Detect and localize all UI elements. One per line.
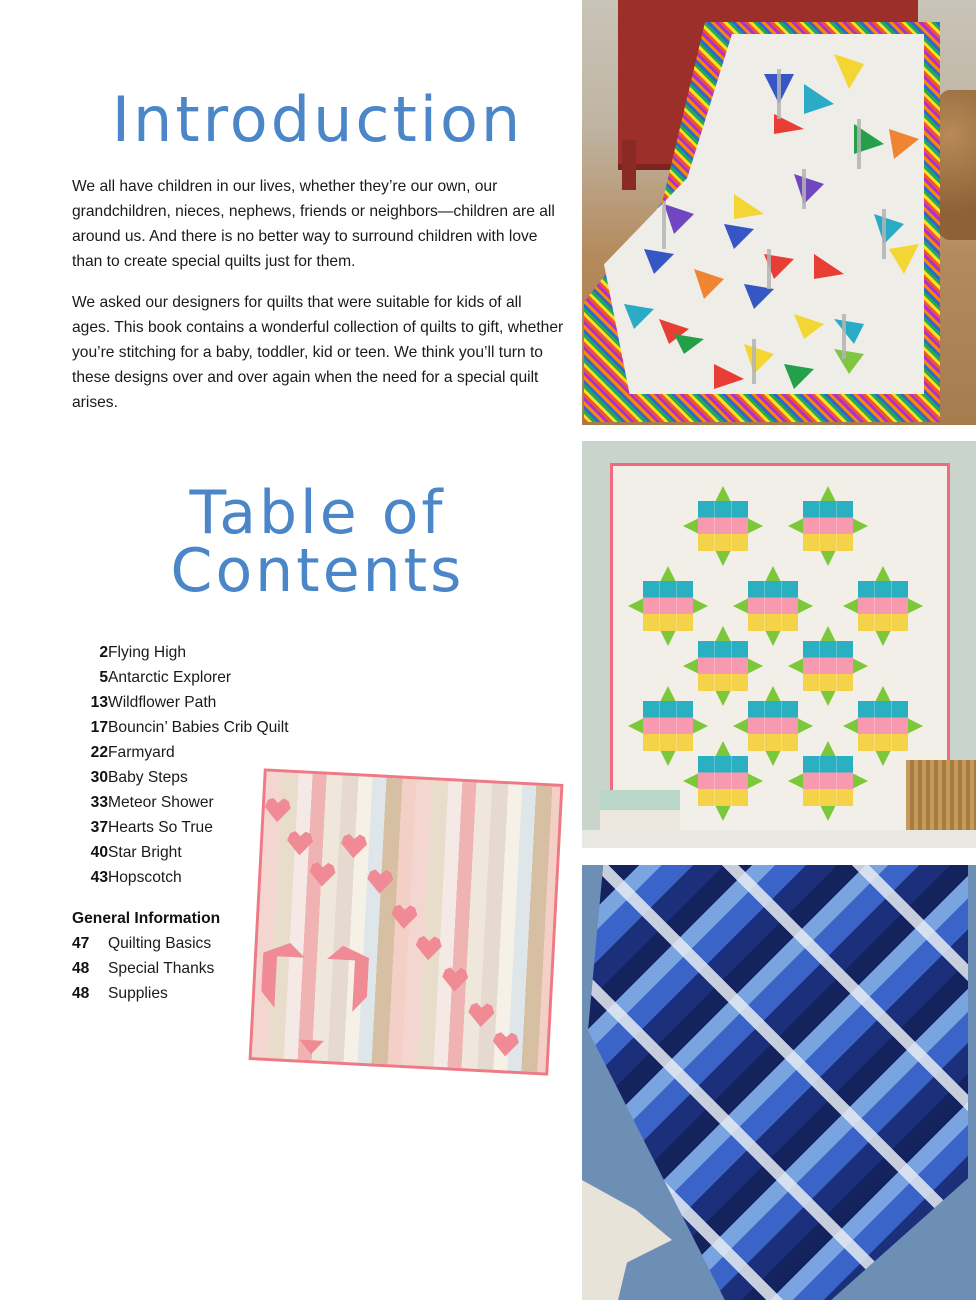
toc-page-number: 30 <box>90 769 108 786</box>
toc-entry-title: Supplies <box>108 985 168 1002</box>
ninepatch-block <box>643 701 693 751</box>
toc-entry-title: Meteor Shower <box>108 794 214 811</box>
toc-page-number: 2 <box>99 644 108 661</box>
ninepatch-block <box>698 756 748 806</box>
toc-title-line-2: Contents <box>170 536 465 606</box>
toc-entry-title: Wildflower Path <box>108 694 217 711</box>
heart-applique <box>264 797 291 822</box>
heart-applique <box>391 904 418 929</box>
ninepatch-block <box>858 701 908 751</box>
heart-applique <box>340 834 367 859</box>
heart-applique <box>366 869 393 894</box>
heart-applique <box>468 1002 495 1027</box>
intro-paragraph-2: We asked our designers for quilts that were suitable for kids of all ages. This book contains a wonderful collection of quilts to gift, whether you’re stitching for a baby, toddler, kid or teen. We think you’ll turn to these designs over and over again when the need for a special quilt arises. <box>72 294 564 411</box>
large-heart-outline <box>258 942 370 1057</box>
toc-page-number: 48 <box>72 985 90 1002</box>
ninepatch-block <box>803 756 853 806</box>
toc-page-number: 5 <box>99 669 108 686</box>
chest-leg <box>622 140 636 190</box>
toc-page-number: 13 <box>90 694 108 711</box>
toc-entry-title: Special Thanks <box>108 960 215 977</box>
toc-entry-title: Flying High <box>108 644 186 661</box>
toc-entry-title: Quilting Basics <box>108 935 212 952</box>
heart-applique <box>492 1032 519 1057</box>
wicker-basket <box>906 760 976 830</box>
ninepatch-block <box>643 581 693 631</box>
toc-section-heading: General Information <box>72 910 221 927</box>
toc-page-number: 43 <box>90 869 108 886</box>
toc-entry[interactable] <box>72 715 332 740</box>
toc-entry-title: Antarctic Explorer <box>108 669 232 686</box>
toc-entry-title: Bouncin’ Babies Crib Quilt <box>108 719 289 736</box>
heart-applique <box>415 936 442 961</box>
ninepatch-block <box>803 641 853 691</box>
white-star-decor <box>582 1150 672 1300</box>
ninepatch-block <box>858 581 908 631</box>
ninepatch-block <box>803 501 853 551</box>
toc-page-number: 17 <box>90 719 108 736</box>
toc-title-line-1: Table of <box>189 478 446 548</box>
toc-entry-title: Star Bright <box>108 844 182 861</box>
toc-entry-title: Hearts So True <box>108 819 213 836</box>
blue-rail-quilt-photo <box>582 865 976 1300</box>
book-stack <box>600 790 680 830</box>
ninepatch-block <box>698 501 748 551</box>
toc-page-number: 48 <box>72 960 90 977</box>
toc-entry-title: Hopscotch <box>108 869 182 886</box>
shelf <box>582 830 976 848</box>
toc-page-number: 22 <box>90 744 108 761</box>
toc-entry[interactable] <box>72 665 332 690</box>
toc-entry-title: Farmyard <box>108 744 175 761</box>
star-quilt <box>610 463 950 835</box>
star-ninepatch-quilt-photo <box>582 441 976 848</box>
heart-applique <box>441 967 468 992</box>
toc-entry[interactable] <box>72 740 332 765</box>
toc-entry-title: Baby Steps <box>108 769 188 786</box>
hearts-quilt-photo <box>249 768 564 1075</box>
toc-title <box>60 478 575 606</box>
toc-page-number: 40 <box>90 844 108 861</box>
heart-applique <box>286 831 313 856</box>
introduction-title: Introduction <box>111 83 524 156</box>
toc-entry[interactable] <box>72 640 332 665</box>
ninepatch-block <box>698 641 748 691</box>
toc-page-number: 37 <box>90 819 108 836</box>
toc-page-number: 47 <box>72 935 90 952</box>
intro-paragraph-1: We all have children in our lives, whether they’re our own, our grandchildren, nieces, nephews, friends or neighbors—children are all around us. And there is no better way to surround children with love than to create special quilts just for them. <box>72 178 555 270</box>
toc-entry[interactable] <box>72 690 332 715</box>
ninepatch-block <box>748 581 798 631</box>
heart-applique <box>309 862 336 887</box>
ninepatch-block <box>748 701 798 751</box>
toc-page-number: 33 <box>90 794 108 811</box>
pinwheel-quilt-photo <box>582 0 976 425</box>
